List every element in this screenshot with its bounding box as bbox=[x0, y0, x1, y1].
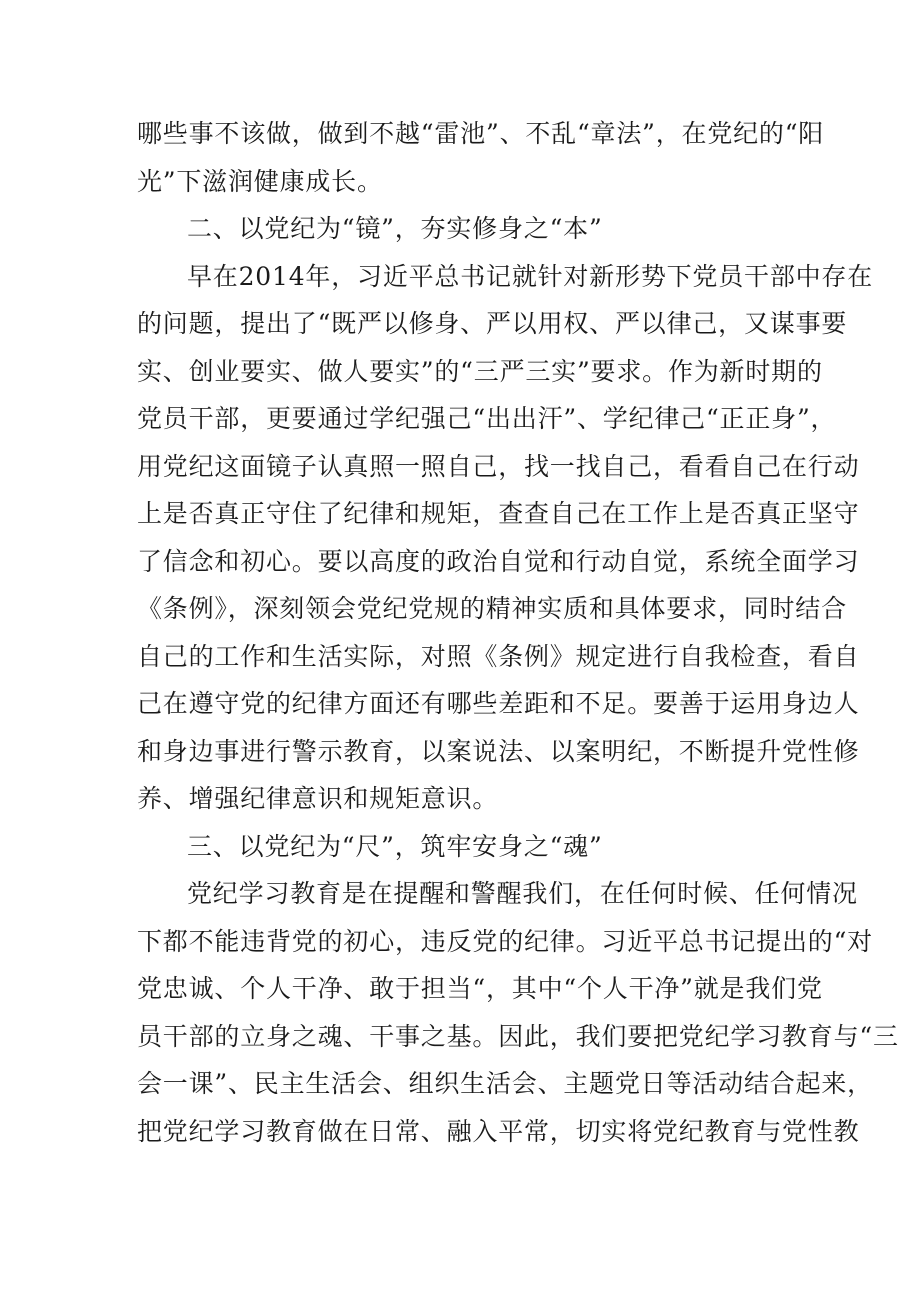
body-line: 己在遵守党的纪律方面还有哪些差距和不足。要善于运用身边人 bbox=[137, 689, 860, 718]
body-line: 党纪学习教育是在提醒和警醒我们，在任何时候、任何情况 bbox=[187, 879, 858, 908]
body-line: 用党纪这面镜子认真照一照自己，找一找自己，看看自己在行动 bbox=[137, 451, 860, 481]
body-line: 早在2014年，习近平总书记就针对新形势下党员干部中存在 bbox=[187, 261, 874, 291]
body-line: 和身边事进行警示教育，以案说法、以案明纪，不断提升党性修 bbox=[137, 736, 860, 766]
section-heading-3: 三、以党纪为“尺”，筑牢安身之“魂” bbox=[187, 831, 603, 861]
section-heading-2: 二、以党纪为“镜”，夯实修身之“本” bbox=[187, 214, 603, 243]
body-line: 《条例》，深刻领会党纪党规的精神实质和具体要求，同时结合 bbox=[137, 594, 847, 623]
body-line: 实、创业要实、做人要实”的“三严三实”要求。作为新时期的 bbox=[137, 356, 823, 386]
body-line: 光”下滋润健康成长。 bbox=[137, 166, 383, 196]
body-line: 的问题，提出了“既严以修身、严以用权、严以律己，又谋事要 bbox=[137, 309, 848, 338]
body-line: 把党纪学习教育做在日常、融入平常，切实将党纪教育与党性教 bbox=[137, 1116, 860, 1146]
body-line: 自己的工作和生活实际，对照《条例》规定进行自我检查，看自 bbox=[137, 641, 860, 671]
body-line: 党员干部，更要通过学纪强己“出出汗”、学纪律己“正正身”， bbox=[137, 404, 837, 433]
body-line: 了信念和初心。要以高度的政治自觉和行动自觉，系统全面学习 bbox=[137, 546, 860, 576]
body-line: 员干部的立身之魂、干事之基。因此，我们要把党纪学习教育与“三 bbox=[137, 1021, 899, 1051]
body-line: 下都不能违背党的初心，违反党的纪律。习近平总书记提出的“对 bbox=[137, 926, 873, 956]
body-line: 养、增强纪律意识和规矩意识。 bbox=[137, 784, 499, 813]
document-body bbox=[137, 110, 899, 1155]
body-line: 会一课”、民主生活会、组织生活会、主题党日等活动结合起来， bbox=[137, 1069, 873, 1098]
body-line: 哪些事不该做，做到不越“雷池”、不乱“章法”，在党纪的“阳 bbox=[137, 119, 825, 148]
body-line: 党忠诚、个人干净、敢于担当“，其中“个人干净”就是我们党 bbox=[137, 974, 823, 1003]
body-line: 上是否真正守住了纪律和规矩，查查自己在工作上是否真正坚守 bbox=[137, 499, 860, 528]
